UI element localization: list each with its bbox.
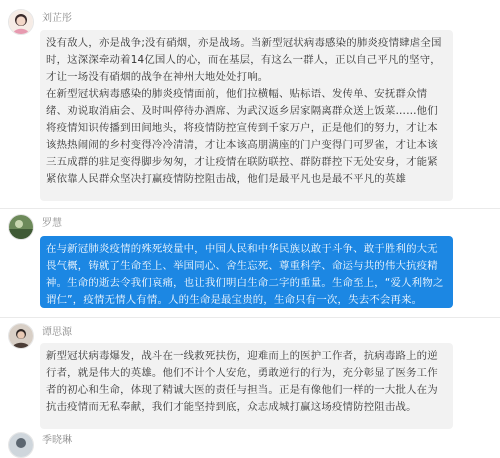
comment-author[interactable]: 刘芷彤 xyxy=(42,13,72,24)
comment-body xyxy=(40,236,453,308)
comment-paragraph: 在与新冠肺炎疫情的殊死较量中，中国人民和中华民族以敢于斗争、敢于胜利的大无畏气概，铸就了生命至上、举国同心、舍生忘死、尊重科学、命运与共的伟大抗疫精神。生命的逝去令我们哀痛，也让我们明白生命二字的重量。生命至上，“爱人利物之谓仁”，疫情无情人有情。人的生命是最宝贵的，生命只有一次，失去不会再来。 xyxy=(46,243,444,306)
comment-item xyxy=(0,0,500,200)
comment-item xyxy=(0,209,500,309)
user-avatar-icon xyxy=(9,215,33,239)
avatar[interactable] xyxy=(8,9,34,35)
comment-item xyxy=(0,430,500,450)
comment-paragraph: 没有敌人，亦是战争;没有硝烟，亦是战场。当新型冠状病毒感染的肺炎疫情肆虐全国时，这深深牵动着14亿国人的心，而在基层，有这么一群人，正以自己平凡的坚守，才让一场没有硝烟的战争在神州大地处处打响。 xyxy=(46,37,442,83)
avatar[interactable] xyxy=(8,214,34,240)
comment-author[interactable]: 季晓琳 xyxy=(42,435,72,446)
user-avatar-icon xyxy=(9,10,33,34)
comment-paragraph: 新型冠状病毒爆发，战斗在一线救死扶伤，迎难而上的医护工作者，抗病毒路上的逆行者，就是伟大的英雄。他们不计个人安危，勇敢逆行的行为，充分彰显了医务工作者的初心和生命，体现了精诚大医的责任与担当。正是有像他们一样的一大批人在为抗击疫情而无私奉献，我们才能坚持到底，众志成城打赢这场疫情防控阻击战。 xyxy=(46,350,438,413)
comment-body xyxy=(40,343,453,429)
avatar[interactable] xyxy=(8,432,34,458)
user-avatar-icon xyxy=(9,433,33,457)
comment-paragraph: 在新型冠状病毒感染的肺炎疫情面前，他们拉横幅、贴标语、发传单、安抚群众情绪、劝说取消庙会、及时叫停待办酒席、为武汉返乡居家隔离群众送上饭菜……他们将疫情知识传播到田间地头，将疫情防控宣传到千家万户，正是他们的努力，才让本该热热闹闹的乡村变得冷冷清清，才让本该高朋满座的门户变得门可罗雀，才让本该三五成群的驻足变得脚步匆匆，才让疫情在联防联控、群防群控下无处安身，才能紧紧依靠人民群众坚决打赢疫情防控阻击战，他们是最平凡也是最不平凡的英雄 xyxy=(46,88,438,185)
comment-author[interactable]: 谭思源 xyxy=(42,327,72,338)
avatar[interactable] xyxy=(8,323,34,349)
user-avatar-icon xyxy=(9,324,33,348)
comment-item xyxy=(0,318,500,428)
comment-author[interactable]: 罗慧 xyxy=(42,218,62,229)
comment-body xyxy=(40,30,453,201)
